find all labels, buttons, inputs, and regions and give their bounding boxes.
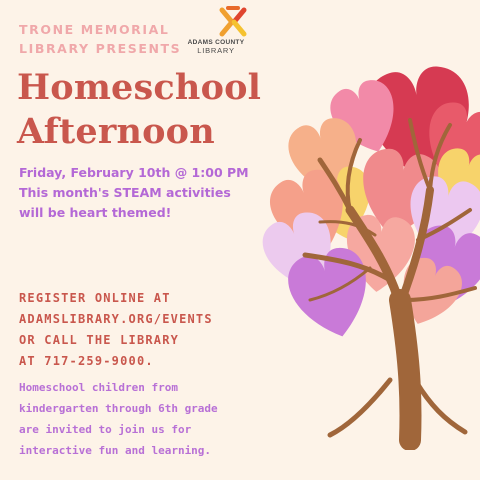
logo-line-2: LIBRARY	[197, 45, 235, 55]
register-line-4: AT 717-259-9000.	[19, 354, 154, 368]
title-line-1: Homeschool	[17, 67, 262, 108]
audience-line-2: kindergarten through 6th grade	[19, 402, 218, 415]
adams-county-library-logo	[174, 6, 254, 56]
details-line-2: This month's STEAM activities	[19, 185, 231, 200]
audience-line-1: Homeschool children from	[19, 381, 178, 394]
title-line-2: Afternoon	[17, 111, 215, 152]
register-line-2: ADAMSLIBRARY.ORG/EVENTS	[19, 312, 213, 326]
event-details	[19, 163, 269, 223]
register-line-1: REGISTER ONLINE AT	[19, 291, 171, 305]
presenter-text	[19, 20, 182, 58]
details-line-3: will be heart themed!	[19, 205, 172, 220]
presenter-line-2: LIBRARY PRESENTS	[19, 41, 182, 56]
audience-line-3: are invited to join us for	[19, 423, 192, 436]
logo-line-1: ADAMS COUNTY	[187, 39, 245, 46]
details-line-1: Friday, February 10th @ 1:00 PM	[19, 165, 249, 180]
registration-info	[19, 288, 259, 372]
audience-info	[19, 377, 259, 461]
heart-leaves	[256, 62, 480, 346]
page-title	[17, 66, 261, 154]
presenter-line-1: TRONE MEMORIAL	[19, 22, 170, 37]
adams-county-library-logo-icon	[216, 6, 250, 40]
register-line-3: OR CALL THE LIBRARY	[19, 333, 180, 347]
heart-tree-icon	[250, 50, 480, 450]
logo-text	[174, 39, 258, 54]
audience-line-4: interactive fun and learning.	[19, 444, 212, 457]
